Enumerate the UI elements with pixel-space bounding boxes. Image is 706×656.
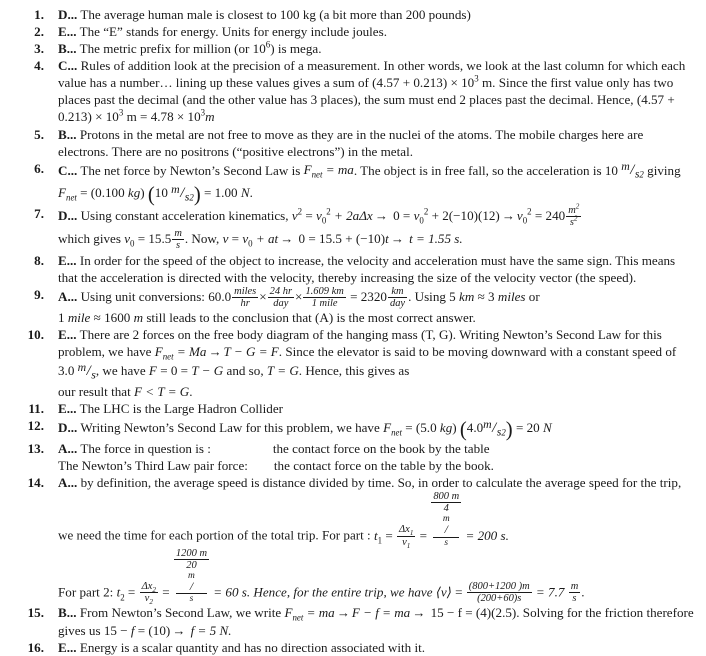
item-10-line2: our result that F < T = G. xyxy=(58,383,193,399)
item-14-line2: For part 2: $t_2$ = $\frac{\Delta x_2}{v_2}$ = 1200 m 20 m / s = 60 s. Hence, for the entire trip, we have ⟨v⟩ = $\frac{(800+1200 )m}{(200+60)s}$ = 7.7 $\frac{m}{s}$ . xyxy=(58,547,585,607)
item-body-cont: m. Since the first value only has two places past the decimal (and the other value has 3 places), the sum must end 2 places past the decimal. Hence, (4.57 + 0.213) × 10 xyxy=(58,75,675,125)
item-number: 15. xyxy=(27,605,44,621)
fraction-km-day: km day xyxy=(389,285,406,309)
answer-item-13 xyxy=(0,440,694,474)
answer-item-10: 10. E... There are 2 forces on the free body diagram of the hanging mass (T, G). Writing Newton’s Second Law for this problem, we have $F_{net} = Ma \to T - G = F$. Since the elevator is said to be moving downward with a constant speed of 3.0 m/s, we have F = 0 = T − G and so, T = G. Hence, this gives as our result that F < T = G. xyxy=(0,326,694,400)
item-choice: E... xyxy=(58,400,77,416)
item-number: 2. xyxy=(34,24,44,40)
fraction-miles-hr: miles hr xyxy=(234,285,257,309)
equation-friction: $F_{net}$ = ma → F − f = ma → xyxy=(284,605,426,624)
item-choice: C... xyxy=(58,162,78,178)
item-7-line2: which gives $v_0 = 15.5$ $\frac{m}{s}$ . Now, $v = v_0$ + at → 0 = 15.5 + (−10)t → t = 1.55 s. xyxy=(58,228,463,252)
answer-item-9: 9. A... Using unit conversions: 60.0 miles hr × 24 hr day × 1.609 km 1 mile = 2320 km day . Using 5 km ≈ 3 miles or 1 mile ≈ 1600 m still leads to the conclusion that (A) is the most correct answer. xyxy=(0,286,694,326)
item-number: 10. xyxy=(27,326,44,342)
item-number: 16. xyxy=(27,639,44,655)
answer-item-1 xyxy=(0,6,694,23)
item-body: From Newton’s Second Law, we write xyxy=(79,605,285,621)
answer-item-11 xyxy=(0,400,694,417)
item-choice: B... xyxy=(58,605,77,621)
item-body-cont2: giving xyxy=(643,162,681,178)
unit-m-per-s: m/s xyxy=(77,360,96,382)
item-number: 7. xyxy=(34,206,44,222)
fraction-800m-4ms: 800 m 4 m / s xyxy=(433,490,460,548)
item-choice: D... xyxy=(58,208,78,224)
item-choice: A... xyxy=(58,474,78,490)
item-choice: E... xyxy=(58,252,77,268)
accel-value: 10 $m/s_2$ xyxy=(604,159,644,181)
equation-t1: $t_1$ = $\frac{\Delta x_1}{v_1}$ = 800 m 4 m / s = 200 s. xyxy=(373,490,509,550)
item-body: The net force by Newton’s Second Law is xyxy=(80,162,304,178)
item-body-cont: 15 − f = (4)(2.5). Solving for the friction therefore gives us 15 − xyxy=(58,605,694,638)
fraction-24hr-day: 24 hr day xyxy=(269,285,293,309)
item-body: The average human male is closest to 100 kg (a bit more than 200 pounds) xyxy=(80,7,471,22)
fraction-1200m-20ms: 1200 m 20 m / s xyxy=(175,547,208,605)
answer-item-5 xyxy=(0,126,694,160)
fraction-m2-s2: $\frac{m^2}{s^2}$ xyxy=(568,202,580,229)
item-number: 6. xyxy=(34,160,44,176)
fraction-m-s-14: $\frac{m}{s}$ xyxy=(570,581,579,605)
item-choice: D... xyxy=(58,419,78,435)
item-body: Rules of addition look at the precision of a measurement. In other words, we look at the last column for which each value has a number… lining up these values gives a sum of (4.57 + 0.213) × 10 xyxy=(58,58,686,91)
pair-force-label: The Newton’s Third Law pair force: xyxy=(58,457,248,473)
item-body: Energy is a scalar quantity and has no direction associated with it. xyxy=(79,639,426,655)
exponent: 6 xyxy=(265,39,271,50)
answer-item-8 xyxy=(0,252,694,286)
item-number: 9. xyxy=(34,286,44,302)
answer-list xyxy=(0,6,700,656)
kinematics-equation: $v^2 = v_0^2 + 2a\Delta x \to 0 = v_0^2 + 2(-10)(12) \to v_0^2 = 240$ $\frac{m^2}{s^2}$ xyxy=(291,202,580,229)
item-number: 13. xyxy=(27,440,44,456)
item-number: 3. xyxy=(34,41,44,57)
item-body-cont: . Since the elevator is said to be moving downward with a constant speed of 3.0 xyxy=(58,344,677,378)
item-number: 11. xyxy=(28,400,44,416)
item-choice: B... xyxy=(58,41,77,57)
item-body: by definition, the average speed is distance divided by time. So, in order to calculate the average speed for the trip, we need the time for each portion of the total trip. For part : xyxy=(58,474,682,543)
item-body: Using constant acceleration kinematics, xyxy=(80,208,292,224)
force-question-label: The force in question is : xyxy=(80,440,211,456)
item-number: 14. xyxy=(27,474,44,490)
item-choice: A... xyxy=(58,440,78,456)
answer-item-14 xyxy=(0,474,694,605)
item-choice: B... xyxy=(58,126,77,142)
item-body: There are 2 forces on the free body diagram of the hanging mass (T, G). Writing Newton’s Second Law for this problem, we have xyxy=(58,326,662,360)
answer-item-2 xyxy=(0,23,694,40)
fraction-m-s: $\frac{m}{s}$ xyxy=(174,228,182,252)
answer-item-7 xyxy=(0,202,694,252)
item-body: In order for the speed of the object to increase, the velocity and acceleration must have the same sign. This means that the acceleration is directed with the velocity, thereby increasing the size of the velocity vector (the speed). xyxy=(58,252,676,285)
fraction-dx2-v2: $\frac{\Delta x_2}{v_2}$ xyxy=(141,581,156,607)
item-choice: E... xyxy=(58,639,77,655)
answer-item-15: 15. B... From Newton’s Second Law, we write $F_{net}$ = ma → F − f = ma → 15 − f = (4)(2.5). Solving for the friction therefore gives us 15 − f = (10) → f = 5 N. xyxy=(0,604,694,638)
fraction-1609km-1mile: 1.609 km 1 mile xyxy=(305,285,344,309)
force-answer-1: the contact force on the book by the table xyxy=(272,440,490,456)
equation-fnet-20N: $F_{net} = (5.0$ kg) $(4.0m/s_2) = 20$ N xyxy=(383,416,552,441)
item-number: 5. xyxy=(34,126,44,142)
exponent: 3 xyxy=(474,73,479,84)
item-choice: D... xyxy=(58,7,78,22)
exponent: 3 xyxy=(118,108,124,119)
equation-fnet-ma: $F_{net}$ = ma xyxy=(303,162,354,181)
answer-item-12 xyxy=(0,417,694,440)
equation-fnet-ma-10: $F_{net} = Ma \to T - G = F$ xyxy=(154,344,279,362)
item-choice: E... xyxy=(58,24,77,40)
fraction-dx1-v1: $\frac{\Delta x_1}{v_1}$ xyxy=(399,524,414,550)
unit-meters: m xyxy=(205,109,215,125)
item-body-cont2: m = 4.78 × 10 xyxy=(123,109,201,125)
item-body: Writing Newton’s Second Law for this problem, we have xyxy=(80,419,384,435)
answer-item-6 xyxy=(0,160,694,205)
item-number: 1. xyxy=(34,7,44,22)
item-choice: C... xyxy=(58,58,78,74)
item-body-cont: . The object is in free fall, so the acceleration is xyxy=(353,162,605,178)
item-9-line2: 1 mile ≈ 1600 m still leads to the conclusion that (A) is the most correct answer. xyxy=(58,309,476,325)
answer-item-3 xyxy=(0,40,694,57)
item-number: 12. xyxy=(27,417,44,433)
answer-item-16 xyxy=(0,639,694,656)
exponent: 3 xyxy=(200,108,206,119)
item-body: Using unit conversions: 60.0 xyxy=(80,288,232,304)
item-body: The LHC is the Large Hadron Collider xyxy=(79,400,283,416)
force-answer-2: the contact force on the table by the book. xyxy=(273,457,494,473)
item-body: The “E” stands for energy. Units for energy include joules. xyxy=(79,24,387,40)
item-body: Protons in the metal are not free to move as they are in the nuclei of the atoms. The mobile charges here are electrons. There are no positrons (“positive electrons”) in the metal. xyxy=(58,126,644,159)
answer-item-4 xyxy=(0,57,694,125)
item-number: 4. xyxy=(34,58,44,74)
fraction-avg-speed: $\frac{(800+1200 )m}{(200+60)s}$ xyxy=(468,581,530,605)
equation-fnet-value: $F_{net} = (0.100$ kg) (10 $m/s_2) = 1.00$ N. xyxy=(58,182,253,207)
item-13-line2 xyxy=(58,457,694,474)
item-choice: E... xyxy=(58,326,77,342)
item-number: 8. xyxy=(34,252,44,268)
item-body: The metric prefix for million (or 10 xyxy=(79,41,266,57)
item-choice: A... xyxy=(58,288,78,304)
item-body-cont: ) is mega. xyxy=(270,41,322,57)
